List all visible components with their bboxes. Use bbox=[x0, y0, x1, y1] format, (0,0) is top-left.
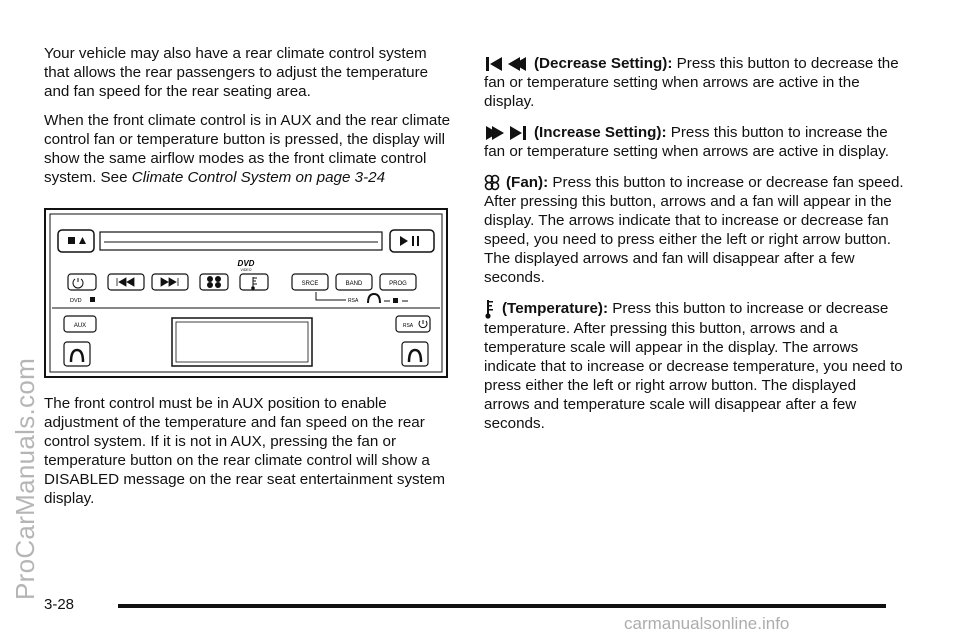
increase-setting-label: (Increase Setting): bbox=[534, 124, 667, 141]
dvd-indicator bbox=[90, 297, 95, 302]
right-column bbox=[484, 54, 904, 445]
left-column bbox=[44, 44, 452, 197]
dvd-logo-sub: VIDEO bbox=[240, 268, 252, 272]
fan-button[interactable] bbox=[200, 274, 228, 290]
aux-paragraph-text: When the front climate control is in AUX and the rear climate control fan or temperature button is pressed, the display will show the same airflow modes as the front climate control system. See bbox=[44, 112, 451, 186]
decrease-arrow-icon bbox=[484, 55, 528, 73]
temperature-text: Press this button to increase or decrease temperature. After pressing this button, arrows and a temperature scale will appear in the display. The arrows indicate that to increase or decrease temperature, you need to press either the left or right arrow button. The displayed arrows and temperature scale will disappear after a few seconds. bbox=[484, 300, 903, 432]
display-screen bbox=[172, 318, 312, 366]
band-label: BAND bbox=[345, 281, 363, 287]
srce-label: SRCE bbox=[301, 281, 319, 287]
aux-paragraph bbox=[44, 111, 452, 187]
intro-paragraph: Your vehicle may also have a rear climate control system that allows the rear passengers to adjust the temperature and fan speed for the rear seating area. bbox=[44, 45, 429, 100]
fan-label: (Fan): bbox=[506, 174, 549, 191]
temperature-label: (Temperature): bbox=[502, 300, 609, 318]
rear-control-panel-figure bbox=[44, 208, 448, 378]
aux-requirement-paragraph: The front control must be in AUX position to enable adjustment of the temperature and fan speed on the rear control system. If it is not in AUX, pressing the fan or temperature button on the rear climate control will show a DISABLED message on the rear seat entertainment system display. bbox=[44, 395, 445, 507]
fan-text: Press this button to increase or decrease fan speed. After pressing this button, arrows and a fan will appear in the display. The arrows indicate that to increase or decrease fan speed, you need to press either the left or right arrow button. The displayed arrows and fan will disappear after a few seconds. bbox=[484, 174, 904, 286]
power-button[interactable] bbox=[68, 274, 96, 290]
rsa-top-label: RSA bbox=[348, 298, 359, 304]
button-row bbox=[68, 274, 416, 290]
dvd-label: DVD bbox=[70, 298, 82, 304]
increase-setting-text: Press this button to increase the fan or temperature setting when arrows are active in display. bbox=[484, 124, 889, 160]
rsa-right-label: RSA bbox=[402, 323, 414, 329]
headphone-right-jack[interactable] bbox=[402, 342, 428, 366]
fan-icon bbox=[484, 174, 500, 192]
temperature-block bbox=[484, 299, 904, 433]
side-watermark: ProCarManuals.com bbox=[10, 357, 40, 600]
climate-control-reference: Climate Control System on page 3-24 bbox=[131, 169, 386, 186]
decrease-setting-text: Press this button to decrease the fan or temperature setting when arrows are active in the display. bbox=[484, 55, 899, 110]
page-number: 3-28 bbox=[44, 596, 75, 613]
fan-block bbox=[484, 173, 904, 287]
headphone-left-jack[interactable] bbox=[64, 342, 90, 366]
thermometer-icon bbox=[484, 299, 496, 319]
footer-watermark: carmanualsonline.info bbox=[624, 614, 790, 633]
prog-label: PROG bbox=[389, 281, 407, 287]
stop-icon bbox=[68, 237, 75, 244]
decrease-setting-block bbox=[484, 54, 904, 111]
aux-requirement-block bbox=[44, 394, 452, 518]
decrease-setting-label: (Decrease Setting): bbox=[534, 55, 673, 72]
increase-setting-block bbox=[484, 123, 904, 161]
footer-rule bbox=[118, 604, 886, 608]
dvd-logo: DVD bbox=[237, 259, 255, 268]
increase-arrow-icon bbox=[484, 124, 528, 142]
disc-slot bbox=[100, 232, 382, 250]
aux-label: AUX bbox=[73, 323, 87, 329]
stop-eject-button[interactable] bbox=[58, 230, 94, 252]
